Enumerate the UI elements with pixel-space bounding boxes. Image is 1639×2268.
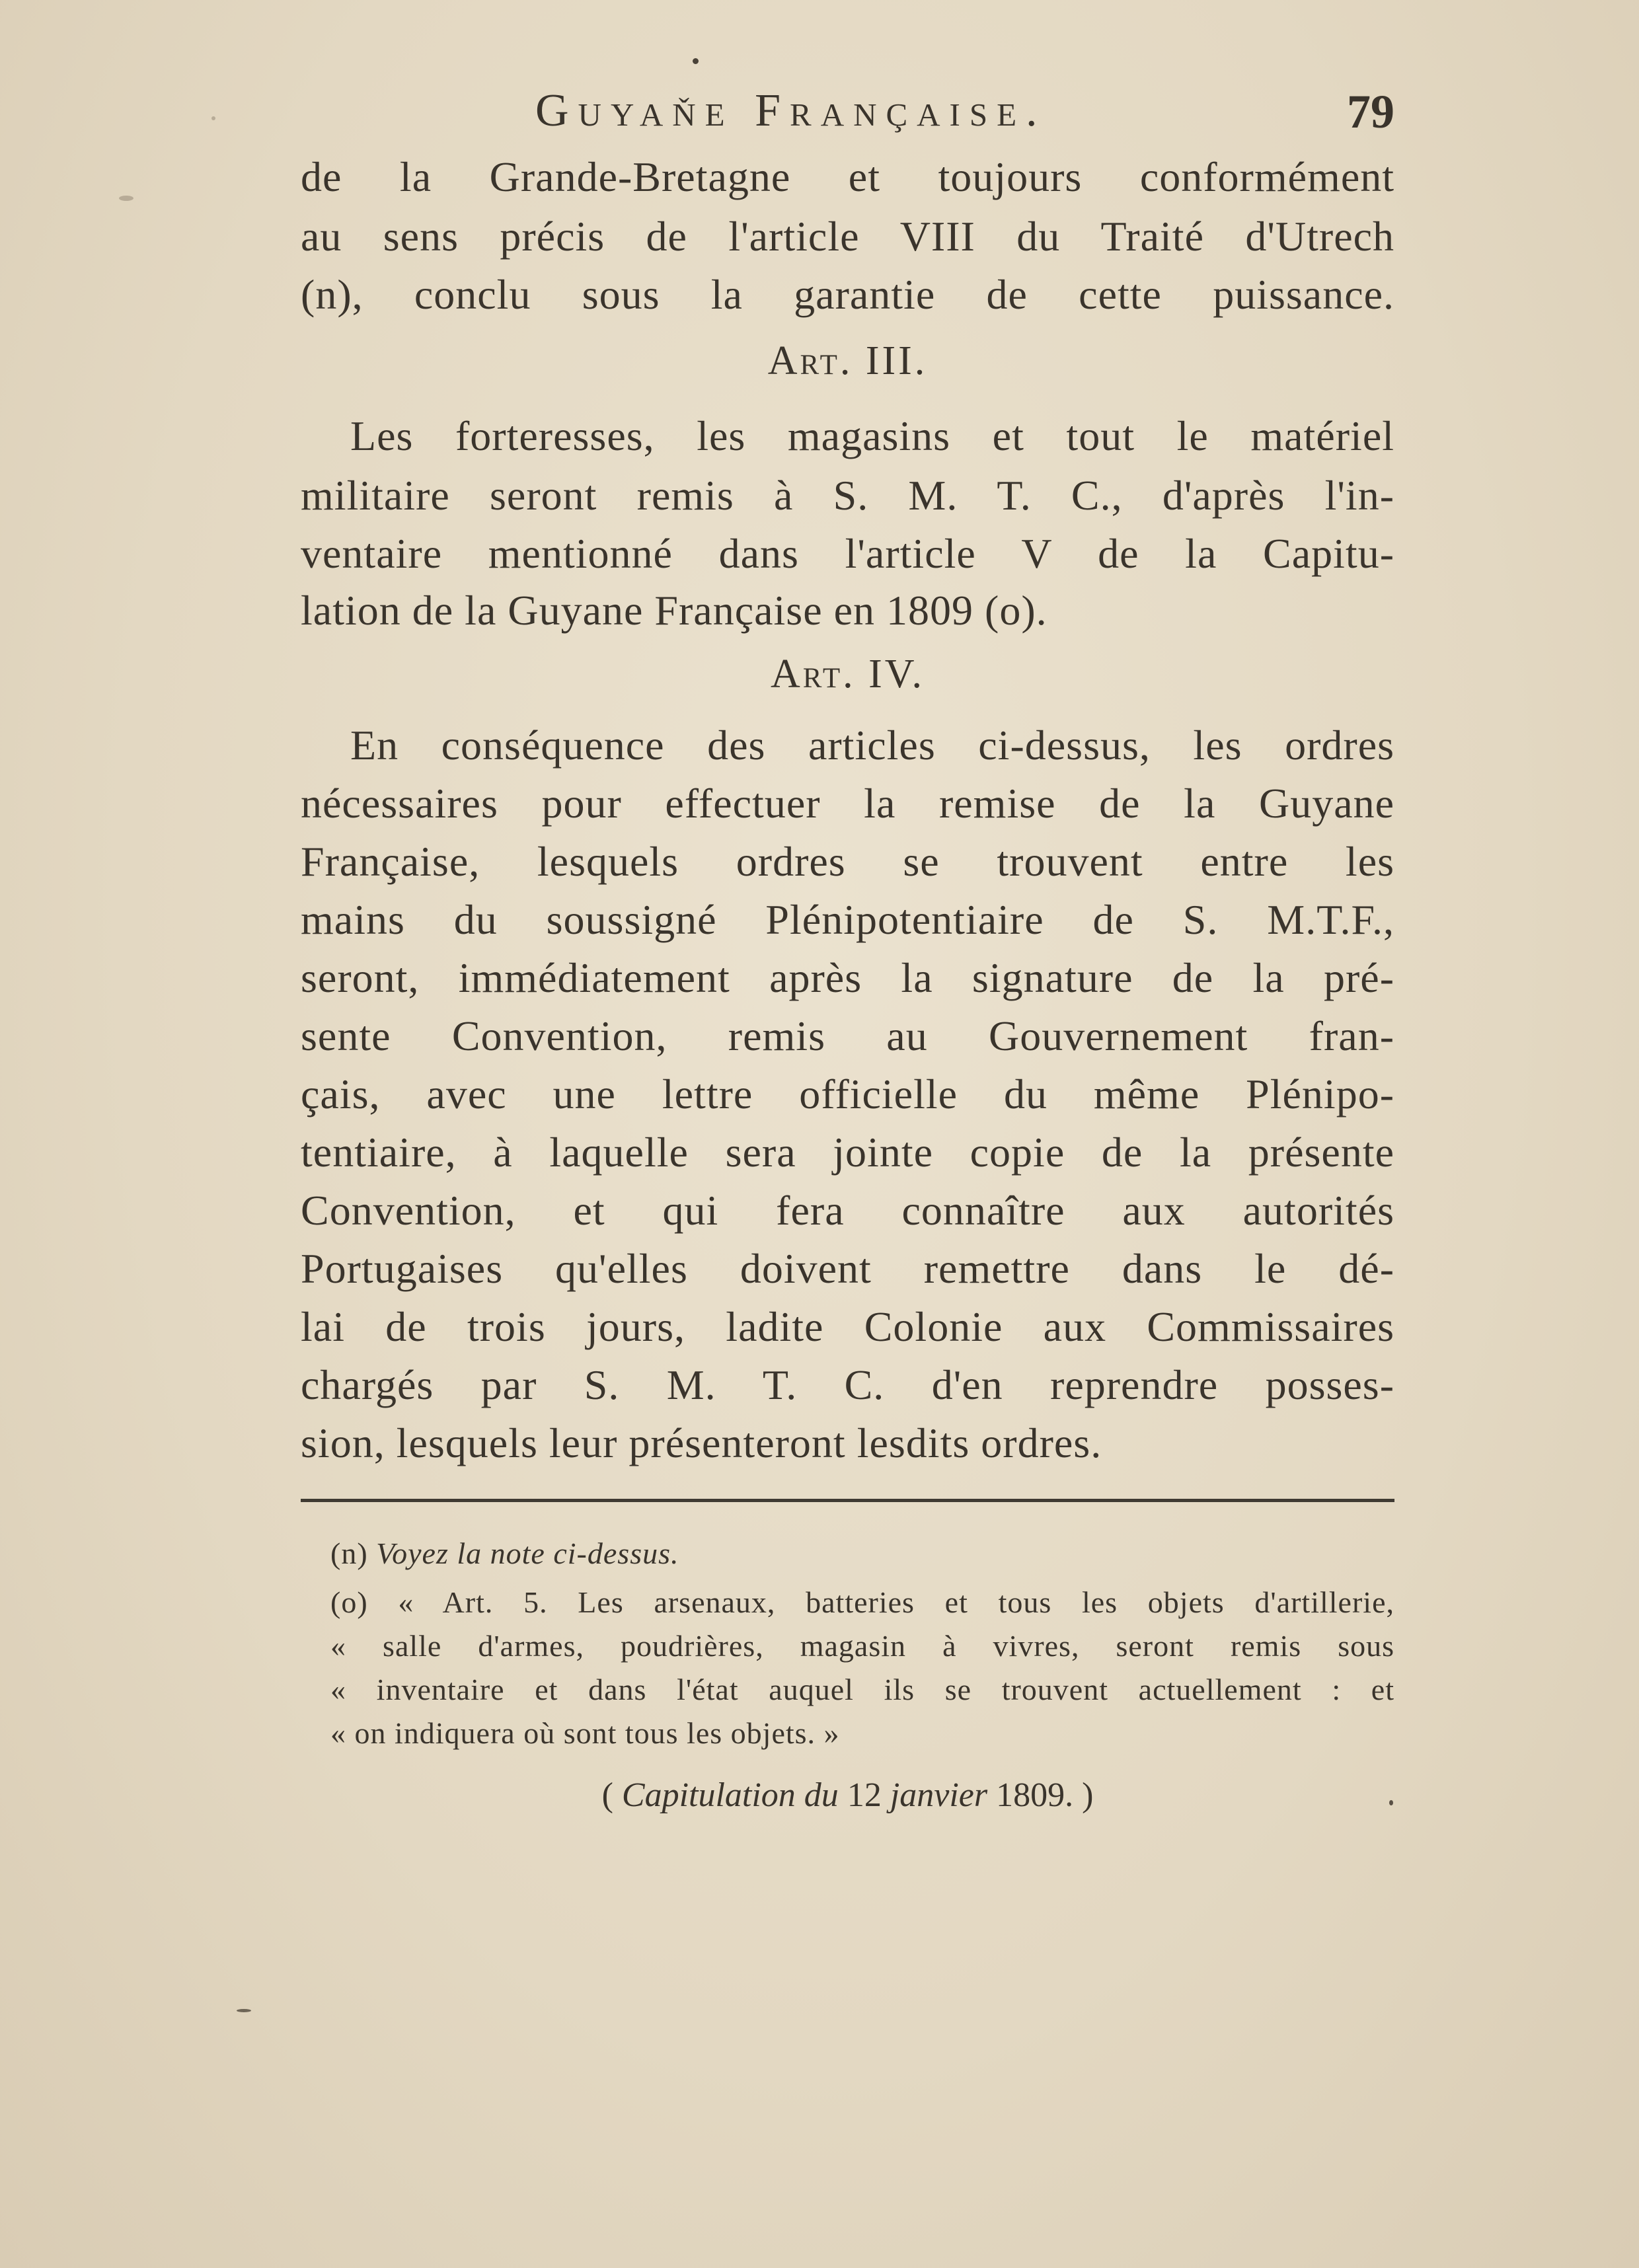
body-line: Les forteresses, les magasins et tout le matériel bbox=[350, 412, 1394, 459]
body-line: militaire seront remis à S. M. T. C., d'après l'in- bbox=[301, 472, 1394, 519]
body-line: de la Grande-Bretagne et toujours conformément bbox=[301, 153, 1394, 200]
body-line: sente Convention, remis au Gouvernement fran- bbox=[301, 1012, 1394, 1059]
body-line: mains du soussigné Plénipotentiaire de S. M.T.F., bbox=[301, 896, 1394, 943]
article-heading-4: Art. IV. bbox=[770, 652, 925, 697]
body-line: (n), conclu sous la garantie de cette puissance. bbox=[301, 271, 1394, 318]
footnote-n-marker: (n) bbox=[330, 1536, 368, 1570]
source-month: janvier bbox=[890, 1776, 988, 1814]
footnote-o-line: (o) « Art. 5. Les arsenaux, batteries et tous les objets d'artillerie, bbox=[330, 1585, 1394, 1619]
paper-speck bbox=[211, 116, 215, 120]
paper-speck bbox=[237, 2009, 251, 2012]
source-year: 1809. bbox=[996, 1776, 1074, 1814]
body-line: nécessaires pour effectuer la remise de la Guyane bbox=[301, 780, 1394, 827]
body-line: Convention, et qui fera connaître aux autorités bbox=[301, 1187, 1394, 1234]
body-line: au sens précis de l'article VIII du Traité d'Utrech bbox=[301, 213, 1394, 260]
footnote-n bbox=[330, 1532, 1394, 1575]
footnote-source bbox=[301, 1772, 1394, 1819]
paper-speck bbox=[693, 58, 699, 64]
body-line: çais, avec une lettre officielle du même Plénipo- bbox=[301, 1071, 1394, 1117]
body-line: seront, immédiatement après la signature de la pré- bbox=[301, 954, 1394, 1001]
body-line: Française, lesquels ordres se trouvent entre les bbox=[301, 838, 1394, 885]
body-line: sion, lesquels leur présenteront lesdits ordres. bbox=[301, 1419, 1102, 1466]
footnote-o-line: « inventaire et dans l'état auquel ils se trouvent actuellement : et bbox=[330, 1673, 1394, 1706]
body-line: lation de la Guyane Française en 1809 (o). bbox=[301, 587, 1048, 634]
footnote-n-text: Voyez la note ci-dessus. bbox=[376, 1536, 679, 1570]
footnote-o-line: « salle d'armes, poudrières, magasin à vivres, seront remis sous bbox=[330, 1629, 1394, 1663]
body-line: Portugaises qu'elles doivent remettre dans le dé- bbox=[301, 1245, 1394, 1292]
body-line: chargés par S. M. T. C. d'en reprendre posses- bbox=[301, 1361, 1394, 1408]
paper-speck bbox=[1389, 1800, 1393, 1805]
body-line: ventaire mentionné dans l'article V de la Capitu- bbox=[301, 530, 1394, 577]
page-header bbox=[297, 85, 1394, 144]
article-heading-3: Art. III. bbox=[767, 338, 928, 383]
paper-speck bbox=[119, 196, 133, 201]
body-line: tentiaire, à laquelle sera jointe copie de la présente bbox=[301, 1129, 1394, 1176]
running-head: Guyaňe Française. bbox=[535, 85, 1047, 136]
footnote-divider bbox=[301, 1499, 1394, 1502]
source-day: 12 bbox=[847, 1776, 882, 1814]
footnote-o-line: « on indiquera où sont tous les objets. » bbox=[330, 1716, 840, 1750]
body-line: lai de trois jours, ladite Colonie aux Commissaires bbox=[301, 1303, 1394, 1350]
source-title: Capitulation du bbox=[621, 1776, 839, 1814]
page-number: 79 bbox=[1347, 85, 1394, 138]
body-line: En conséquence des articles ci-dessus, les ordres bbox=[350, 722, 1394, 769]
source-close-paren: ) bbox=[1082, 1776, 1094, 1814]
source-open-paren: ( bbox=[601, 1776, 613, 1814]
